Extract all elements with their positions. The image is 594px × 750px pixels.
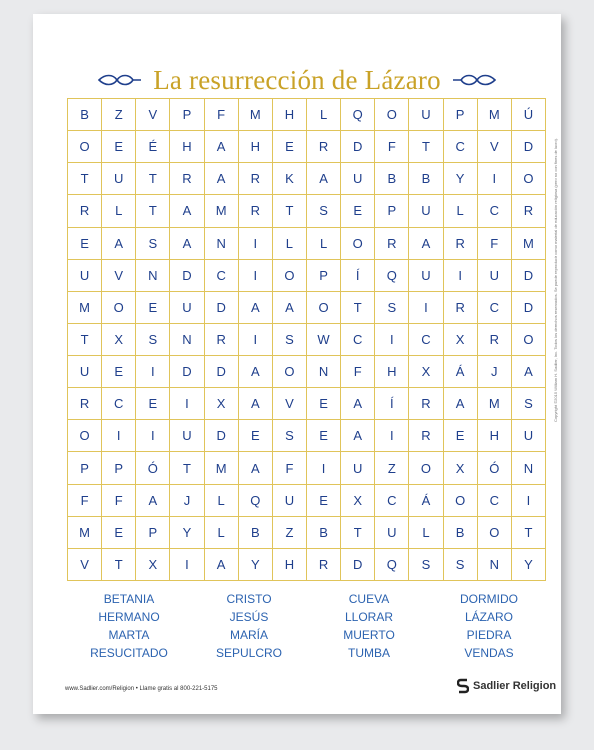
grid-cell: E [307, 485, 341, 517]
grid-cell: M [205, 452, 239, 484]
grid-cell: E [136, 292, 170, 324]
grid-cell: O [375, 99, 409, 131]
grid-cell: A [444, 388, 478, 420]
grid-cell: S [512, 388, 546, 420]
grid-cell: R [444, 292, 478, 324]
grid-cell: U [409, 195, 443, 227]
grid-cell: U [341, 163, 375, 195]
footer-contact: www.Sadlier.com/Religion • Llame gratis al 800-221-5175 [65, 686, 218, 692]
grid-cell: X [341, 485, 375, 517]
grid-cell: Q [239, 485, 273, 517]
grid-cell: U [478, 260, 512, 292]
grid-cell: V [273, 388, 307, 420]
grid-cell: S [273, 324, 307, 356]
grid-cell: L [205, 485, 239, 517]
grid-cell: U [341, 452, 375, 484]
grid-cell: I [375, 324, 409, 356]
worksheet-page [33, 14, 561, 714]
word-list-item: MARÍA [229, 628, 268, 642]
grid-cell: C [102, 388, 136, 420]
grid-cell: O [307, 292, 341, 324]
grid-cell: H [375, 356, 409, 388]
word-search-grid [67, 98, 546, 581]
grid-cell: Y [170, 517, 204, 549]
grid-cell: E [68, 228, 102, 260]
grid-cell: F [478, 228, 512, 260]
word-list-item: RESUCITADO [90, 646, 168, 660]
grid-cell: R [444, 228, 478, 260]
word-list-item: VENDAS [464, 646, 514, 660]
grid-cell: M [512, 228, 546, 260]
grid-cell: F [102, 485, 136, 517]
grid-cell: A [341, 420, 375, 452]
grid-cell: O [102, 292, 136, 324]
grid-cell: S [136, 228, 170, 260]
grid-cell: S [409, 549, 443, 581]
grid-cell: O [512, 163, 546, 195]
grid-cell: D [512, 292, 546, 324]
grid-cell: Í [375, 388, 409, 420]
grid-cell: P [375, 195, 409, 227]
grid-cell: L [444, 195, 478, 227]
grid-cell: J [478, 356, 512, 388]
grid-cell: I [239, 228, 273, 260]
grid-cell: H [478, 420, 512, 452]
word-list-item: CUEVA [348, 592, 390, 606]
grid-cell: O [68, 131, 102, 163]
grid-cell: F [375, 131, 409, 163]
grid-cell: A [205, 163, 239, 195]
grid-cell: H [239, 131, 273, 163]
grid-cell: Ó [136, 452, 170, 484]
grid-cell: P [307, 260, 341, 292]
grid-cell: L [307, 99, 341, 131]
grid-cell: E [307, 388, 341, 420]
page-title: La resurrección de Lázaro [153, 64, 441, 95]
grid-cell: A [239, 452, 273, 484]
brand-name: Sadlier Religion [473, 680, 557, 692]
grid-cell: A [273, 292, 307, 324]
grid-cell: T [170, 452, 204, 484]
grid-cell: R [170, 163, 204, 195]
grid-cell: A [205, 549, 239, 581]
word-list-item: DORMIDO [460, 592, 518, 606]
grid-cell: T [68, 163, 102, 195]
grid-cell: Ú [512, 99, 546, 131]
grid-cell: A [239, 292, 273, 324]
grid-cell: F [205, 99, 239, 131]
grid-cell: O [512, 324, 546, 356]
grid-cell: É [136, 131, 170, 163]
grid-cell: T [341, 292, 375, 324]
grid-cell: H [273, 549, 307, 581]
grid-cell: E [102, 356, 136, 388]
word-list [69, 590, 549, 662]
grid-cell: L [205, 517, 239, 549]
grid-cell: R [409, 388, 443, 420]
word-list-item: LLORAR [344, 610, 394, 624]
grid-cell: M [239, 99, 273, 131]
grid-cell: X [444, 324, 478, 356]
grid-cell: I [307, 452, 341, 484]
grid-cell: T [409, 131, 443, 163]
grid-cell: P [136, 517, 170, 549]
grid-cell: N [512, 452, 546, 484]
grid-cell: X [102, 324, 136, 356]
grid-cell: Á [409, 485, 443, 517]
grid-cell: R [307, 131, 341, 163]
grid-cell: A [102, 228, 136, 260]
grid-cell: A [205, 131, 239, 163]
grid-cell: I [136, 356, 170, 388]
grid-cell: L [273, 228, 307, 260]
grid-cell: A [409, 228, 443, 260]
grid-cell: U [102, 163, 136, 195]
grid-cell: A [341, 388, 375, 420]
grid-cell: E [273, 131, 307, 163]
grid-cell: D [512, 131, 546, 163]
grid-cell: B [307, 517, 341, 549]
grid-cell: Q [341, 99, 375, 131]
grid-cell: B [68, 99, 102, 131]
grid-cell: U [409, 99, 443, 131]
grid-cell: R [409, 420, 443, 452]
grid-cell: D [512, 260, 546, 292]
grid-cell: S [136, 324, 170, 356]
grid-cell: P [68, 452, 102, 484]
grid-cell: M [478, 388, 512, 420]
grid-cell: Á [444, 356, 478, 388]
grid-cell: D [205, 356, 239, 388]
grid-cell: I [170, 549, 204, 581]
grid-cell: D [170, 260, 204, 292]
grid-cell: X [444, 452, 478, 484]
grid-cell: R [205, 324, 239, 356]
grid-cell: K [273, 163, 307, 195]
grid-cell: H [273, 99, 307, 131]
grid-cell: R [239, 195, 273, 227]
grid-cell: A [170, 195, 204, 227]
grid-cell: R [239, 163, 273, 195]
grid-cell: Z [375, 452, 409, 484]
grid-cell: C [478, 195, 512, 227]
grid-cell: U [512, 420, 546, 452]
grid-cell: N [170, 324, 204, 356]
grid-cell: D [205, 420, 239, 452]
grid-cell: Q [375, 260, 409, 292]
grid-cell: U [68, 260, 102, 292]
grid-cell: A [239, 356, 273, 388]
grid-cell: A [307, 163, 341, 195]
grid-cell: Ó [478, 452, 512, 484]
grid-cell: D [205, 292, 239, 324]
grid-cell: U [375, 517, 409, 549]
sadlier-logo-icon [457, 678, 469, 694]
grid-cell: O [273, 260, 307, 292]
grid-cell: I [478, 163, 512, 195]
grid-cell: I [239, 260, 273, 292]
grid-cell: C [478, 485, 512, 517]
grid-cell: U [273, 485, 307, 517]
word-list-item: PIEDRA [466, 628, 512, 642]
grid-cell: B [409, 163, 443, 195]
grid-cell: W [307, 324, 341, 356]
grid-cell: Y [239, 549, 273, 581]
grid-cell: Y [444, 163, 478, 195]
grid-cell: E [307, 420, 341, 452]
grid-cell: C [205, 260, 239, 292]
grid-cell: X [205, 388, 239, 420]
word-list-item: SEPULCRO [215, 646, 283, 660]
grid-cell: O [341, 228, 375, 260]
grid-cell: C [375, 485, 409, 517]
word-list-item: MUERTO [343, 628, 395, 642]
grid-cell: F [341, 356, 375, 388]
grid-cell: D [170, 356, 204, 388]
grid-cell: T [512, 517, 546, 549]
word-list-item: JESÚS [229, 610, 269, 624]
grid-cell: I [444, 260, 478, 292]
grid-cell: Y [512, 549, 546, 581]
grid-cell: F [273, 452, 307, 484]
grid-cell: V [136, 99, 170, 131]
word-list-item: BETANIA [103, 592, 155, 606]
copyright-note: Copyright ©2015 William H. Sadlier, Inc. Todos los derechos reservados. Se puede reproducir como material de educación religiosa (pero no con fines de lucro). [553, 137, 558, 422]
grid-cell: T [273, 195, 307, 227]
grid-cell: C [409, 324, 443, 356]
grid-cell: C [478, 292, 512, 324]
grid-cell: E [102, 131, 136, 163]
grid-cell: I [409, 292, 443, 324]
grid-cell: Z [102, 99, 136, 131]
grid-cell: U [170, 420, 204, 452]
grid-cell: V [478, 131, 512, 163]
grid-cell: M [205, 195, 239, 227]
grid-cell: L [102, 195, 136, 227]
grid-cell: I [239, 324, 273, 356]
right-flourish-icon [451, 72, 497, 88]
grid-cell: R [307, 549, 341, 581]
grid-cell: O [68, 420, 102, 452]
grid-cell: E [239, 420, 273, 452]
grid-cell: R [68, 195, 102, 227]
grid-cell: R [68, 388, 102, 420]
grid-cell: T [102, 549, 136, 581]
grid-cell: I [136, 420, 170, 452]
grid-cell: I [102, 420, 136, 452]
grid-cell: E [102, 517, 136, 549]
grid-cell: B [239, 517, 273, 549]
grid-cell: N [478, 549, 512, 581]
grid-cell: U [68, 356, 102, 388]
grid-cell: N [136, 260, 170, 292]
grid-cell: A [136, 485, 170, 517]
grid-cell: M [478, 99, 512, 131]
grid-cell: O [478, 517, 512, 549]
grid-cell: F [68, 485, 102, 517]
grid-cell: O [409, 452, 443, 484]
grid-cell: C [341, 324, 375, 356]
grid-cell: S [273, 420, 307, 452]
grid-cell: U [409, 260, 443, 292]
word-list-item: TUMBA [348, 646, 390, 660]
grid-cell: O [444, 485, 478, 517]
grid-cell: Í [341, 260, 375, 292]
grid-cell: R [375, 228, 409, 260]
grid-cell: B [375, 163, 409, 195]
grid-cell: S [444, 549, 478, 581]
grid-cell: D [341, 549, 375, 581]
grid-cell: I [170, 388, 204, 420]
grid-cell: H [170, 131, 204, 163]
grid-cell: T [136, 163, 170, 195]
grid-cell: D [341, 131, 375, 163]
publisher-brand [457, 678, 556, 694]
grid-cell: R [512, 195, 546, 227]
grid-cell: N [205, 228, 239, 260]
grid-cell: M [68, 517, 102, 549]
title-row [33, 62, 561, 98]
grid-cell: N [307, 356, 341, 388]
grid-cell: P [444, 99, 478, 131]
grid-cell: S [307, 195, 341, 227]
grid-cell: I [512, 485, 546, 517]
grid-cell: T [341, 517, 375, 549]
grid-cell: E [444, 420, 478, 452]
grid-cell: B [444, 517, 478, 549]
grid-cell: S [375, 292, 409, 324]
grid-cell: P [170, 99, 204, 131]
grid-cell: E [341, 195, 375, 227]
grid-cell: X [136, 549, 170, 581]
grid-cell: Q [375, 549, 409, 581]
grid-cell: Z [273, 517, 307, 549]
word-list-item: HERMANO [98, 610, 160, 624]
grid-cell: L [307, 228, 341, 260]
left-flourish-icon [97, 72, 143, 88]
grid-cell: V [68, 549, 102, 581]
grid-cell: R [478, 324, 512, 356]
grid-cell: E [136, 388, 170, 420]
word-list-item: CRISTO [226, 592, 272, 606]
grid-cell: A [512, 356, 546, 388]
grid-cell: O [273, 356, 307, 388]
grid-cell: L [409, 517, 443, 549]
grid-cell: I [375, 420, 409, 452]
grid-cell: T [136, 195, 170, 227]
grid-cell: V [102, 260, 136, 292]
grid-cell: M [68, 292, 102, 324]
word-list-item: LÁZARO [464, 610, 513, 624]
grid-cell: P [102, 452, 136, 484]
word-list-item: MARTA [108, 628, 150, 642]
grid-cell: X [409, 356, 443, 388]
grid-cell: C [444, 131, 478, 163]
grid-cell: J [170, 485, 204, 517]
grid-cell: A [239, 388, 273, 420]
grid-cell: U [170, 292, 204, 324]
grid-cell: A [170, 228, 204, 260]
grid-cell: T [68, 324, 102, 356]
